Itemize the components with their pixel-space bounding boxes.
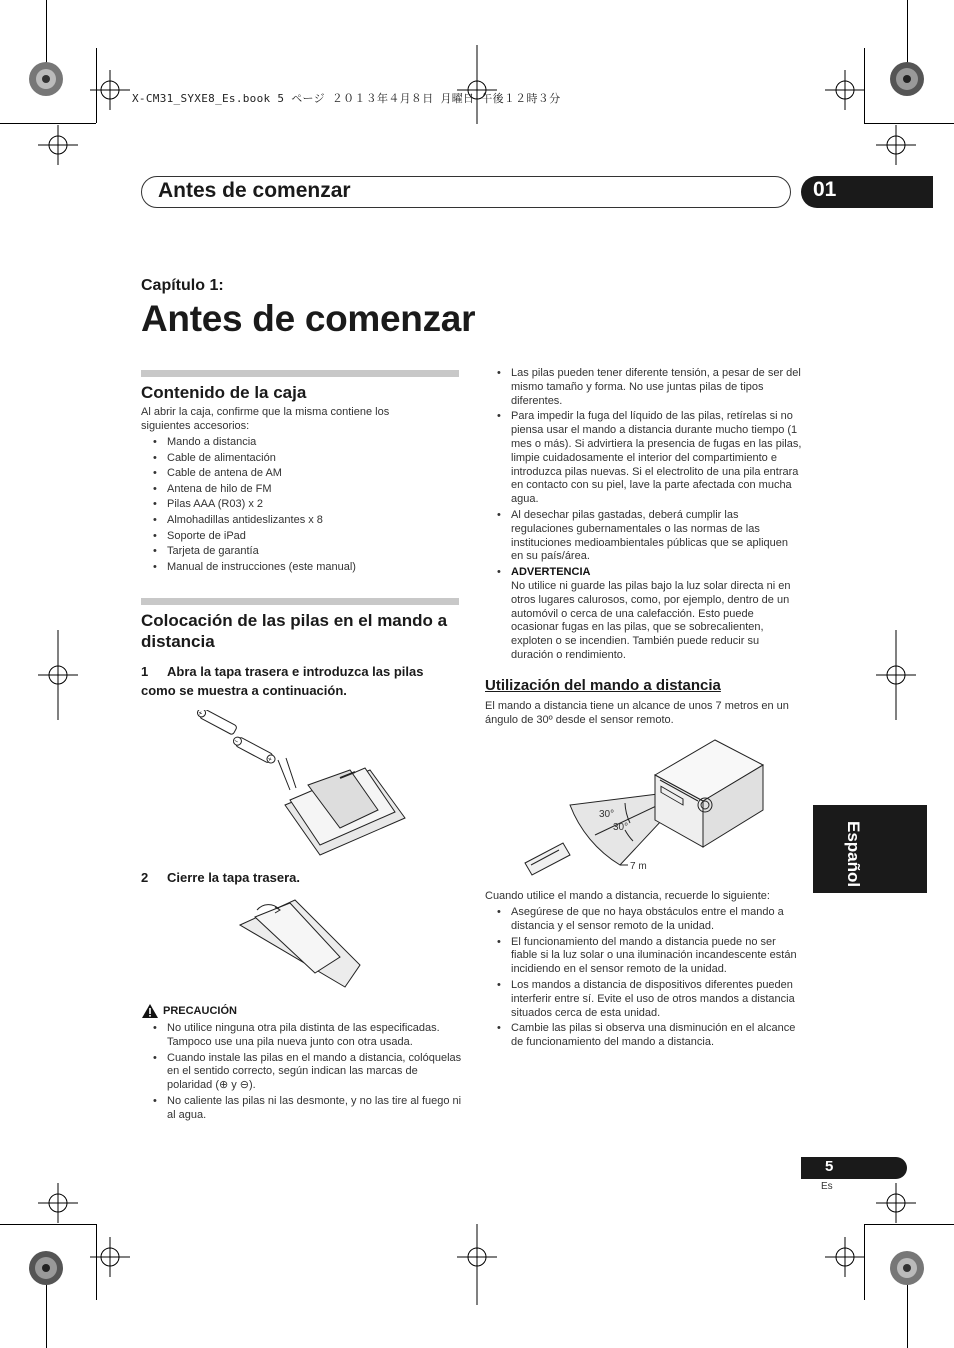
list-item: • Cable de antena de AM: [141, 467, 461, 481]
warning-label: ADVERTENCIA: [511, 566, 591, 579]
list-item: • Los mandos a distancia de dispositivos diferentes pueden interferir entre sí. Evite el uso de otros mandos a distancia situados cerca de esta unidad.: [485, 979, 803, 1020]
page-title: Antes de comenzar: [141, 298, 476, 339]
page-number-badge: [801, 1157, 907, 1179]
color-wheel-icon: [29, 1251, 63, 1285]
crosshair-target-icon: [825, 70, 865, 110]
crosshair-target-icon: [38, 1183, 78, 1223]
chapter-header-title: Antes de comenzar: [158, 179, 351, 202]
color-wheel-icon: [890, 1251, 924, 1285]
usage-note-intro: Cuando utilice el mando a distancia, recuerde lo siguiente:: [485, 890, 770, 902]
print-job-header: X-CM31_SYXE8_Es.book 5 ページ ２０１３年４月８日 月曜日 午後１２時３分: [132, 92, 561, 105]
caution-triangle-icon: [141, 1003, 159, 1019]
list-item: • Mando a distancia: [141, 436, 461, 450]
svg-text:+: +: [196, 710, 204, 718]
contenido-intro: Al abrir la caja, confirme que la misma contiene los siguientes accesorios:: [141, 406, 390, 432]
distance-label: 7 m: [630, 861, 647, 872]
list-item: • Soporte de iPad: [141, 530, 461, 544]
warning-text: No utilice ni guarde las pilas bajo la luz solar directa ni en otros lugares calurosos, como, por ejemplo, dentro de un automóvil o cerca de una calefacción. Esto puede ocasionar fugas en las pilas, que se sobrecalienten, exploten o se incendien. También puede reducir su duración o rendimiento.: [511, 580, 791, 661]
chapter-header-bar: [141, 176, 791, 208]
usage-notes-list: [485, 906, 803, 1050]
chapter-number: 01: [813, 178, 837, 201]
section-divider: [141, 370, 459, 377]
language-code: Es: [821, 1181, 833, 1192]
color-wheel-icon: [890, 62, 924, 96]
list-item: • Tarjeta de garantía: [141, 545, 461, 559]
list-item: • Almohadillas antideslizantes x 8: [141, 514, 461, 528]
section-title-colocacion: Colocación de las pilas en el mando a distancia: [141, 611, 448, 651]
crosshair-target-icon: [90, 70, 130, 110]
color-wheel-icon: [29, 62, 63, 96]
step-number: 1: [141, 664, 149, 679]
contenido-list: [141, 436, 461, 575]
section-divider: [141, 598, 459, 605]
crosshair-target-icon: [876, 1183, 916, 1223]
list-item: • Cuando instale las pilas en el mando a distancia, colóquelas en el sentido correcto, según indican las marcas de polaridad (⊕ y ⊖).: [141, 1052, 463, 1093]
list-item: • Cable de alimentación: [141, 452, 461, 466]
angle-label-top: 30°: [599, 809, 615, 820]
chapter-label: Capítulo 1:: [141, 277, 224, 294]
crosshair-target-icon: [38, 125, 78, 165]
svg-text:+: +: [266, 755, 273, 764]
crosshair-target-icon: [876, 125, 916, 165]
list-item: • Manual de instrucciones (este manual): [141, 561, 461, 575]
battery-insertion-illustration: [190, 710, 415, 860]
utilizacion-intro: El mando a distancia tiene un alcance de unos 7 metros en un ángulo de 30º desde el sensor remoto.: [485, 700, 789, 726]
list-item: • Para impedir la fuga del líquido de las pilas, retírelas si no piensa usar el mando a distancia durante mucho tiempo (1 mes o más). Si advirtiera la presencia de fugas en las pilas, limpie cuidadosamente el interior del compartimiento e introduzca pilas nuevas. Si el electrolito de una pila entrara en contacto con su piel, lave la parte afectada con mucha agua.: [485, 410, 803, 507]
language-tab: [813, 805, 927, 893]
step-number: 2: [141, 870, 149, 885]
list-item: • Antena de hilo de FM: [141, 483, 461, 497]
section-title-utilizacion: Utilización del mando a distancia: [485, 677, 721, 694]
crosshair-target-icon: [825, 1237, 865, 1277]
step-2-text: Cierre la tapa trasera.: [167, 870, 300, 885]
list-item: [485, 566, 803, 580]
list-item: • Asegúrese de que no haya obstáculos entre el mando a distancia y el sensor remoto de la unidad.: [485, 906, 803, 934]
page-number: 5: [825, 1158, 834, 1175]
section-title-contenido: Contenido de la caja: [141, 383, 307, 402]
list-item: • No caliente las pilas ni las desmonte, y no las tire al fuego ni al agua.: [141, 1095, 463, 1123]
list-item: • El funcionamiento del mando a distancia puede no ser fiable si la luz solar o una iluminación incandescente están incidiendo en el sensor remoto de la unidad.: [485, 936, 803, 977]
close-cover-illustration: [235, 895, 365, 990]
list-item: • No utilice ninguna otra pila distinta de las especificadas. Tampoco use una pila nueva junto con otra usada.: [141, 1022, 463, 1050]
list-item: • Las pilas pueden tener diferente tensión, a pesar de ser del mismo tamaño y forma. No use juntas pilas de tipos diferentes.: [485, 367, 803, 408]
caution-label: PRECAUCIÓN: [163, 1005, 237, 1017]
list-item: • Pilas AAA (R03) x 2: [141, 498, 461, 512]
battery-notes-list: [485, 367, 803, 580]
angle-label-bottom: 30°: [613, 822, 629, 833]
step-1-text: Abra la tapa trasera e introduzca las pilas como se muestra a continuación.: [141, 664, 424, 698]
remote-range-diagram: [515, 735, 770, 885]
svg-text:−: −: [232, 737, 240, 747]
list-item: • Cambie las pilas si observa una disminución en el alcance de funcionamiento del mando a distancia.: [485, 1022, 803, 1050]
language-tab-label: Español: [844, 821, 863, 888]
chapter-number-badge: [801, 176, 933, 208]
list-item: • Al desechar pilas gastadas, deberá cumplir las regulaciones gubernamentales o las normas de las instituciones medioambientales públicas que se apliquen en su país/área.: [485, 509, 803, 564]
caution-list: [141, 1022, 463, 1123]
crosshair-target-icon: [90, 1237, 130, 1277]
